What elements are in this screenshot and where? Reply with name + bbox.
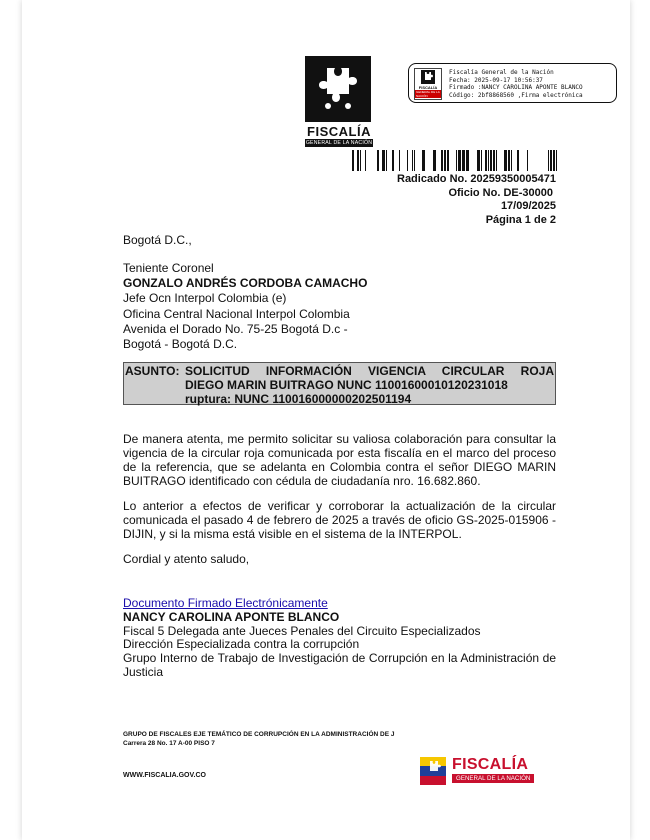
stamp-line-code: Código: 2bf8868560 ,Firma electrónica bbox=[449, 91, 583, 99]
barcode-bar bbox=[360, 150, 361, 171]
footer-group-name: GRUPO DE FISCALES EJE TEMÁTICO DE CORRUPCIÓN EN LA ADMINISTRACIÓN DE J bbox=[123, 731, 395, 738]
barcode-bar bbox=[382, 150, 385, 171]
place-line: Bogotá D.C., bbox=[123, 233, 192, 247]
barcode-bar bbox=[414, 150, 415, 171]
stamp-logo-word: FISCALÍA bbox=[418, 85, 438, 90]
barcode-bar bbox=[485, 150, 487, 171]
recipient-address: Avenida el Dorado No. 75-25 Bogotá D.c - bbox=[123, 321, 348, 336]
barcode-bar bbox=[466, 150, 469, 171]
recipient-role: Jefe Ocn Interpol Colombia (e) bbox=[123, 291, 287, 306]
recipient-office: Oficina Central Nacional Interpol Colombia bbox=[123, 306, 350, 321]
stamp-logo-sub: GENERAL DE LA NACIÓN bbox=[416, 90, 440, 98]
barcode-bar bbox=[550, 150, 552, 171]
page-number: Página 1 de 2 bbox=[485, 213, 556, 226]
puzzle-piece-icon bbox=[305, 56, 371, 122]
barcode-bar bbox=[377, 150, 379, 171]
signer-name: NANCY CAROLINA APONTE BLANCO bbox=[123, 609, 340, 624]
closing-line: Cordial y atento saludo, bbox=[123, 552, 250, 566]
logo-wordmark: FISCALÍA bbox=[307, 124, 371, 139]
stamp-line-entity: Fiscalía General de la Nación bbox=[449, 69, 554, 76]
barcode-bar bbox=[407, 150, 408, 171]
barcode-bar bbox=[488, 150, 489, 171]
barcode-bar bbox=[352, 150, 354, 171]
barcode-bar bbox=[447, 150, 449, 171]
stamp-logo bbox=[414, 68, 442, 100]
subject-line-1: SOLICITUD INFORMACIÓN VIGENCIA CIRCULAR ROJA bbox=[185, 364, 554, 378]
barcode-bar bbox=[444, 150, 446, 171]
recipient-block bbox=[123, 261, 367, 352]
subject-label: ASUNTO: bbox=[125, 364, 180, 378]
footer-group bbox=[123, 730, 394, 748]
signature-block bbox=[123, 597, 556, 680]
barcode-bar bbox=[441, 150, 443, 171]
barcode-bar bbox=[433, 150, 436, 171]
barcode-bar bbox=[493, 150, 495, 171]
stamp-text bbox=[449, 69, 583, 99]
radicado-block bbox=[397, 173, 556, 227]
signed-document-link[interactable]: Documento Firmado Electrónicamente bbox=[123, 596, 328, 610]
subject-box bbox=[123, 362, 556, 405]
barcode-bar bbox=[386, 150, 387, 171]
barcode-bar bbox=[399, 150, 400, 171]
barcode-bar bbox=[508, 150, 510, 171]
recipient-rank: Teniente Coronel bbox=[123, 261, 214, 275]
barcode-bar bbox=[458, 150, 461, 171]
barcode-bar bbox=[477, 150, 480, 171]
barcode-bar bbox=[412, 150, 413, 171]
recipient-name: GONZALO ANDRÉS CORDOBA CAMACHO bbox=[123, 276, 368, 291]
barcode-bar bbox=[511, 150, 512, 171]
footer-fiscalia-logo bbox=[420, 757, 540, 785]
signer-group: Grupo Interno de Trabajo de Investigación de Corrupción en la Administración de Justicia bbox=[123, 651, 556, 679]
barcode-bar bbox=[496, 150, 497, 171]
barcode-bar bbox=[556, 150, 557, 171]
body-paragraph-1: De manera atenta, me permito solicitar su valiosa colaboración para consultar la vigencia de la circular roja comunicada por esta fiscalía en el marco del proceso de la referencia, que se adelanta en Colombia contra el señor DIEGO MARIN BUITRAGO identificado con cédula de ciudadanía nro. 16.682.860. bbox=[123, 432, 556, 488]
subject-line-2: DIEGO MARIN BUITRAGO NUNC 11001600010120231018 bbox=[185, 378, 508, 392]
barcode-bar bbox=[462, 150, 465, 171]
barcode bbox=[352, 150, 557, 171]
barcode-bar bbox=[481, 150, 482, 171]
stamp-line-date: Fecha: 2025-09-17 10:56:37 bbox=[449, 76, 543, 84]
signer-title: Fiscal 5 Delegada ante Jueces Penales del Circuito Especializados bbox=[123, 623, 481, 638]
barcode-bar bbox=[422, 150, 425, 171]
footer-logo-sub: GENERAL DE LA NACIÓN bbox=[452, 774, 534, 783]
document-date: 17/09/2025 bbox=[500, 200, 556, 212]
body-paragraph-2: Lo anterior a efectos de verificar y corroborar la actualización de la circular comunicada el pasado 4 de febrero de 2025 a través de oficio GS-2025-015906 - DIJIN, y si la misma está visible en el sistema de la INTERPOL. bbox=[123, 499, 556, 541]
logo-subtitle: GENERAL DE LA NACIÓN bbox=[305, 140, 373, 146]
footer-website[interactable]: WWW.FISCALIA.GOV.CO bbox=[123, 772, 206, 779]
fiscalia-header-logo bbox=[305, 56, 373, 147]
signature-stamp bbox=[408, 63, 617, 103]
footer-address: Carrera 28 No. 17 A-00 PISO 7 bbox=[123, 740, 215, 747]
barcode-bar bbox=[456, 150, 457, 171]
barcode-bar bbox=[365, 150, 366, 171]
signer-direction: Dirección Especializada contra la corrupción bbox=[123, 637, 360, 652]
stamp-line-signer: Firmado :NANCY CAROLINA APONTE BLANCO bbox=[449, 84, 583, 92]
colombia-coat-of-arms-icon bbox=[420, 757, 446, 785]
footer-logo-word: FISCALÍA bbox=[452, 756, 529, 773]
subject-line-3: ruptura: NUNC 110016000000202501194 bbox=[185, 392, 412, 406]
oficio-number: Oficio No. DE-30000 bbox=[448, 186, 553, 199]
barcode-bar bbox=[392, 150, 394, 171]
radicado-number: Radicado No. 20259350005471 bbox=[397, 173, 556, 185]
barcode-bar bbox=[517, 150, 519, 171]
recipient-city: Bogotá - Bogotá D.C. bbox=[123, 337, 238, 352]
barcode-bar bbox=[504, 150, 507, 171]
barcode-bar bbox=[548, 150, 549, 171]
barcode-bar bbox=[357, 150, 359, 171]
barcode-bar bbox=[527, 150, 528, 171]
stamp-puzzle-icon bbox=[421, 70, 435, 84]
barcode-bar bbox=[553, 150, 555, 171]
barcode-bar bbox=[490, 150, 492, 171]
